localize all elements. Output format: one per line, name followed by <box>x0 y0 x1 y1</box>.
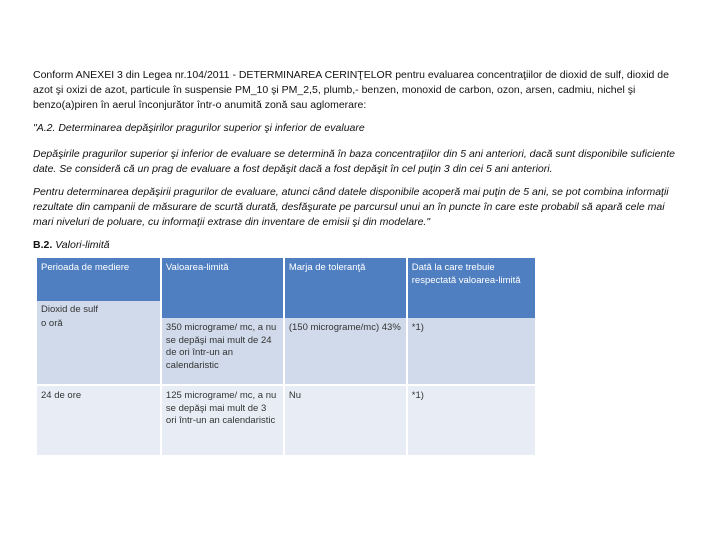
quote-paragraph-1: Depăşirile pragurilor superior şi inferior de evaluare se determină în baza concentraţiilor din 5 ani anteriori, dacă sunt disponibile suficiente date. Se consideră că un prag de evaluare a fost depăşit dacă a fost depăşit în cel puţin 3 din cei 5 ani anteriori. <box>33 148 676 175</box>
group-label: Dioxid de sulf <box>41 304 99 315</box>
table-row <box>37 318 535 384</box>
header-period: Perioada de mediere <box>37 258 160 301</box>
header-deadline: Dată la care trebuie respectată valoarea-limită <box>406 258 535 301</box>
group-spacer <box>406 301 535 318</box>
cell-tolerance: (150 micrograme/mc) 43% <box>283 318 406 384</box>
cell-period: 24 de ore <box>37 384 160 455</box>
group-label-cell <box>37 301 160 318</box>
header-limit-value: Valoarea-limită <box>160 258 283 301</box>
cell-deadline: *1) <box>406 384 535 455</box>
limit-values-table <box>37 258 535 455</box>
group-spacer <box>283 301 406 318</box>
table-header-row <box>37 258 535 301</box>
section-number: B.2. <box>33 239 53 251</box>
section-title: Valori-limită <box>55 239 110 251</box>
cell-limit-value: 350 micrograme/ mc, a nu se depăşi mai mult de 24 de ori într-un an calendaristic <box>160 318 283 384</box>
header-tolerance: Marja de toleranţă <box>283 258 406 301</box>
section-heading <box>33 238 687 252</box>
document-page <box>33 68 687 455</box>
table-row <box>37 384 535 455</box>
cell-tolerance: Nu <box>283 384 406 455</box>
cell-deadline: *1) <box>406 318 535 384</box>
cell-limit-value: 125 micrograme/ mc, a nu se depăşi mai mult de 3 ori într-un an calendaristic <box>160 384 283 455</box>
cell-period: o oră <box>37 318 160 384</box>
intro-paragraph: Conform ANEXEI 3 din Legea nr.104/2011 - DETERMINAREA CERINŢELOR pentru evaluarea concentraţiilor de dioxid de sulf, dioxid de azot şi oxizi de azot, particule în suspensie PM_10 şi PM_2,5, plumb,- benzen, monoxid de carbon, ozon, arsen, cadmiu, nichel şi benzo(a)piren în aerul înconjurător într-o anumită zonă sau aglomerare: <box>33 69 669 111</box>
table-group-row <box>37 301 535 318</box>
quote-paragraph-2: Pentru determinarea depăşirii pragurilor de evaluare, atunci când datele disponibile acoperă mai puţin de 5 ani, se pot combina informaţii rezultate din campanii de măsurare de scurtă durată, desfăşurate pe parcursul unui an în puncte în care este probabil să apară cele mai mari niveluri de poluare, cu informaţii extrase din inventare de emisii şi din modelare." <box>33 186 669 228</box>
quote-title: "A.2. Determinarea depăşirilor pragurilor superior şi inferior de evaluare <box>33 122 365 134</box>
group-spacer <box>160 301 283 318</box>
